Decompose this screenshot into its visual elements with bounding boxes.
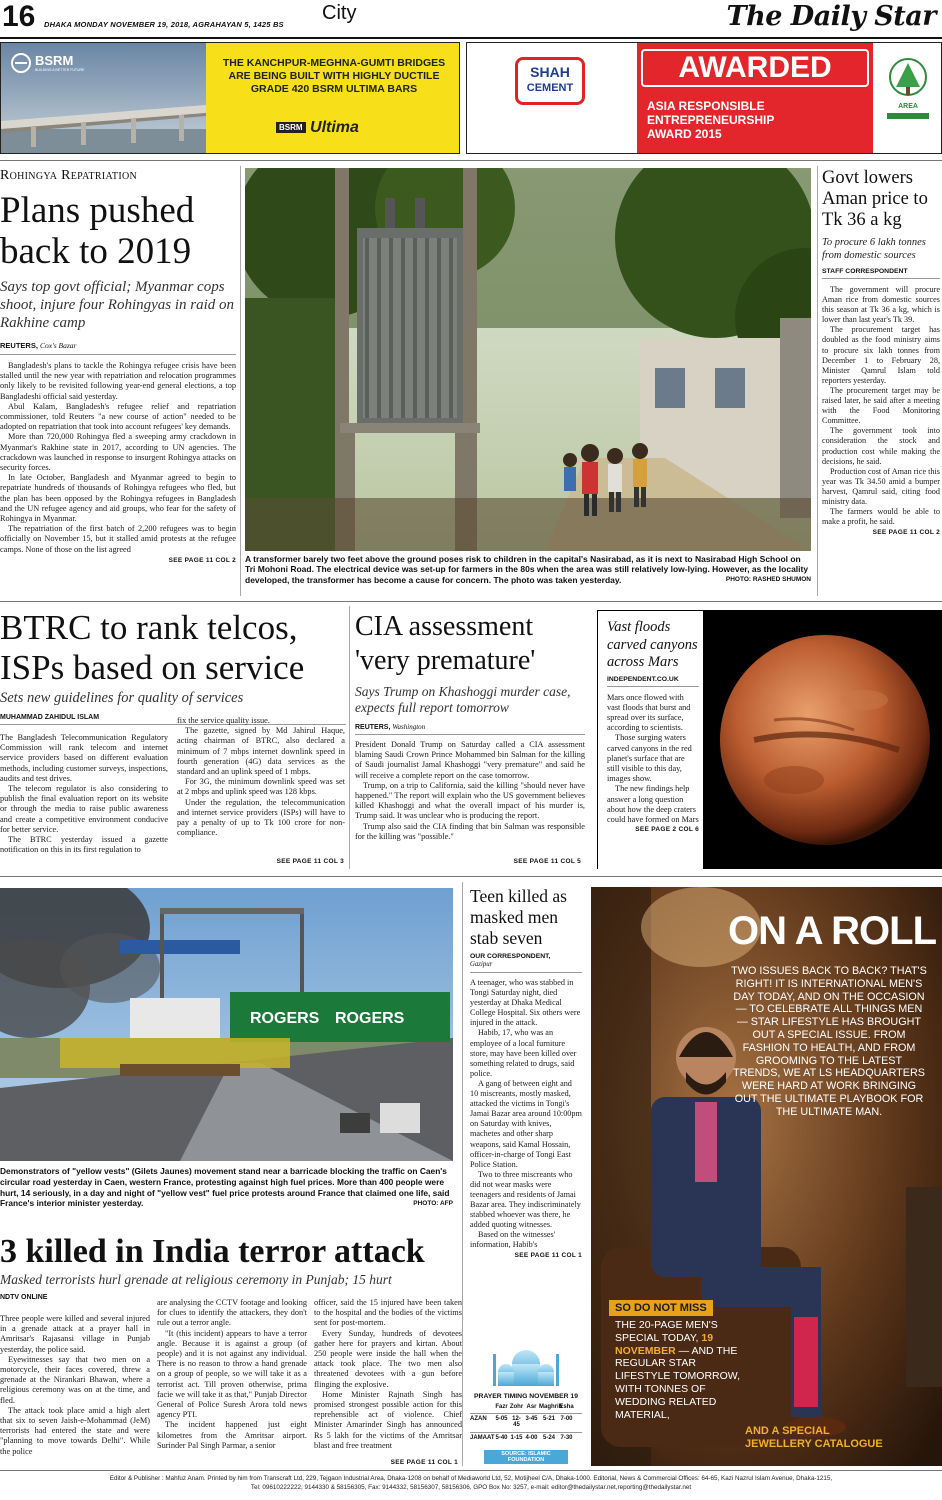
cia-paragraph: President Donald Trump on Saturday called a CIA assessment blaming Saudi Crown Prince Mohammed bin Salman for the killing of Saudi journalist Jamal Khashoggi "very premature" and said he will receive a complete report on the case tomorrow.: [355, 740, 585, 780]
btrc-col-2: [177, 716, 345, 838]
cia-subhead: Says Trump on Khashoggi murder case, expects full report tomorrow: [355, 684, 571, 715]
rohingya-body: [0, 361, 236, 555]
ultima-text: ltima: [321, 119, 359, 136]
rohingya-article: [0, 166, 236, 596]
prayer-time: 5-24: [542, 1435, 555, 1441]
transformer-credit: PHOTO: RASHED SHUMON: [725, 576, 811, 584]
btrc-paragraph: fix the service quality issue.: [177, 716, 270, 725]
prayer-time: 7-00: [560, 1416, 573, 1422]
btrc-article: [0, 608, 346, 870]
teen-continued[interactable]: SEE PAGE 11 COL 1: [514, 1251, 582, 1259]
rohingya-paragraph: Abul Kalam, Bangladesh's refugee relief and repatriation commissioner, told Reuters "a new course of action" needed to be adopted on repatriation that took into account refugees' key demands.: [0, 401, 236, 432]
mars-continued[interactable]: SEE PAGE 2 COL 6: [635, 826, 699, 834]
india-headline: 3 killed in India terror attack: [0, 1233, 425, 1270]
tree-icon: [888, 57, 928, 101]
prayer-header: Asr: [526, 1404, 537, 1410]
shah-cement-ad[interactable]: [466, 42, 942, 154]
teen-byline-place: Gazipur: [470, 961, 493, 968]
awarded-text: AWARDED: [641, 49, 869, 87]
jewellery-callout: AND A SPECIAL JEWELLERY CATALOGUE: [745, 1425, 883, 1450]
rohingya-byline-place: Cox's Bazar: [40, 341, 77, 350]
cia-article: [355, 610, 585, 870]
rohingya-paragraph: More than 720,000 Rohingya fled a sweeping army crackdown in Myanmar's Rakhine state in 2017, according to UN agencies. The crackdown was launched in response to insurgent Rohingya attacks on security forces.: [0, 432, 236, 473]
btrc-continued[interactable]: SEE PAGE 11 COL 3: [276, 858, 344, 865]
section-name: City: [322, 2, 357, 24]
transformer-photo: [245, 168, 811, 551]
prayer-header: Esha: [559, 1404, 574, 1410]
btrc-paragraph: For 3G, the minimum downlink speed was set at 2 mbps and uplink speed was 128 kbps.: [177, 777, 345, 797]
mosque-icon: [491, 1340, 561, 1390]
india-paragraph: Home Minister Rajnath Singh has promised strongest possible action for this reprehensible act of violence. Chief Minister Amarinder Singh has announced Rs 5 lakh for the victims of the Amritsar blast and free treatment: [314, 1389, 462, 1450]
aman-paragraph: The procurement target has doubled as the food ministry aims to procure six lakh tonnes from December 1 to February 28, Minister Qamrul Islam told reporters yesterday.: [822, 325, 940, 385]
mars-box: [597, 610, 942, 869]
india-byline: NDTV ONLINE: [0, 1294, 48, 1301]
india-subhead: Masked terrorists hurl grenade at religious ceremony in Punjab; 15 hurt: [0, 1272, 392, 1287]
teen-paragraph: A teenager, who was stabbed in Tongi Saturday night, died yesterday at Dhaka Medical College Hospital. Six others were injured in the attack.: [470, 978, 581, 1028]
aman-continued[interactable]: SEE PAGE 11 COL 2: [872, 529, 940, 537]
prayer-time: 3-45: [525, 1416, 538, 1422]
prayer-header: Maghrib: [539, 1404, 563, 1410]
rohingya-byline: REUTERS,: [0, 341, 38, 350]
cia-paragraph: Trump also said the CIA finding that bin Salman was responsible for the killing was "possible.": [355, 821, 585, 841]
india-col-3: [314, 1298, 462, 1451]
masthead: [0, 0, 942, 40]
btrc-subhead: Sets new guidelines for quality of services: [0, 690, 244, 706]
india-col-1: [0, 1314, 150, 1457]
rohingya-paragraph: In late October, Bangladesh and Myanmar agreed to begin to repatriate hundreds of thousands of Rohingya refugees who fled, but the plan has been opposed by the Rohingya refugees in Bangladesh and the UN refugee agency and aid groups, who fear for the safety of Rohingya in Myanmar.: [0, 473, 236, 524]
btrc-paragraph: Under the regulation, the telecommunication and internet service providers (ISPs) will have to pay a penalty of up to Tk 100 crore for non-compliance.: [177, 797, 345, 838]
aman-article: [822, 168, 940, 598]
aman-paragraph: The government took into consideration the stock and production cost while making the decisions, he said.: [822, 426, 940, 466]
btrc-byline: MUHAMMAD ZAHIDUL ISLAM: [0, 714, 100, 721]
miss-post: — AND THE REGULAR STAR LIFESTYLE TOMORROW, WITH TONNES OF WEDDING RELATED MATERIAL,: [615, 1344, 741, 1421]
area-award-badge: [873, 43, 942, 154]
cia-continued[interactable]: SEE PAGE 11 COL 5: [513, 858, 581, 865]
prayer-time: 5-40: [495, 1435, 508, 1441]
rohingya-paragraph: Bangladesh's plans to tackle the Rohingya refugee crisis have been stalled until the new year with repatriation and relocation programmes only likely to be revisited following year-end general elections, a top Bangladeshi official said yesterday.: [0, 361, 236, 401]
miss-date: 19 NOVEMBER: [615, 1331, 714, 1357]
shah-logo-line2: CEMENT: [526, 82, 574, 94]
aman-paragraph: The procurement target may be raised later, he said after a meeting with the Food Monitoring Committee.: [822, 385, 940, 426]
transformer-caption-block: [245, 554, 811, 583]
footer-line-2: Tel: 09610222222, 9144330 & 58156305, Fax: 9144332, 58156307, 58156306, GPO Box No: 3257, e-mail: editor@thedailystar.net,reporting@thedailystar.net: [250, 1484, 692, 1491]
page-number: 16: [2, 0, 36, 33]
france-caption-block: [0, 1166, 453, 1207]
india-article: [0, 1232, 462, 1466]
badge-ribbon: [887, 113, 929, 119]
rohingya-headline: Plans pushed back to 2019: [0, 190, 195, 272]
cia-headline: CIA assessment 'very premature': [355, 611, 536, 676]
mars-byline: INDEPENDENT.CO.UK: [607, 675, 679, 683]
india-continued[interactable]: SEE PAGE 11 COL 1: [390, 1459, 458, 1466]
area-badge-text: AREA: [898, 103, 918, 110]
aman-paragraph: Production cost of Aman rice this year was Tk 34.50 amid a bumper harvest, Qamrul said, citing food ministry data.: [822, 466, 940, 506]
india-paragraph: Eyewitnesses say that two men on a motorcycle, their faces covered, threw a grenade at the Nirankari Bhawan, where a religious ceremony was on at the time, and fled.: [0, 1354, 150, 1405]
teen-article: [470, 886, 582, 1326]
prayer-source: SOURCE: ISLAMIC FOUNDATION: [484, 1450, 568, 1464]
teen-paragraph: Two to three miscreants who did not wear masks were teenagers and residents of Jamai Bazar area. They indiscriminately stabbed whoever was there, he added quoting witnesses.: [470, 1169, 581, 1230]
bsrm-product-logo: [276, 119, 396, 139]
bsrm-logo: [11, 51, 91, 77]
aman-subhead: To procure 6 lakh tonnes from domestic sources: [822, 237, 926, 261]
bsrm-brand: BSRM: [35, 53, 74, 68]
aman-paragraph: The government will procure Aman rice from domestic sources this season at Tk 36 a kg, which is lower than last year's Tk 39.: [822, 285, 940, 325]
miss-details: [615, 1319, 743, 1421]
aman-headline: Govt lowers Aman price to Tk 36 a kg: [822, 168, 928, 230]
mars-headline: Vast floods carved canyons across Mars: [607, 619, 698, 670]
rohingya-continued[interactable]: SEE PAGE 11 COL 2: [168, 556, 236, 564]
bsrm-ad[interactable]: [0, 42, 460, 154]
mars-body: [607, 693, 699, 826]
bsrm-headline: THE KANCHPUR-MEGHNA-GUMTI BRIDGES ARE BEING BUILT WITH HIGHLY DUCTILE GRADE 420 BSRM ULTIMA BARS: [222, 57, 446, 95]
award-text: ASIA RESPONSIBLE ENTREPRENEURSHIP AWARD 2015: [647, 99, 775, 141]
cia-byline: REUTERS,: [355, 724, 391, 731]
on-a-roll-headline: ON A ROLL: [727, 909, 936, 953]
rohingya-kicker: Rohingya Repatriation: [0, 168, 137, 183]
mars-planet-image: [714, 620, 936, 860]
prayer-header: Fazr: [495, 1404, 508, 1410]
prayer-time: 7-30: [560, 1435, 573, 1441]
india-paragraph: are analysing the CCTV footage and looking for clues to identify the attackers, they don't rule out a terror angle.: [157, 1298, 307, 1328]
bsrm-small-brand: BSRM: [276, 122, 306, 133]
india-paragraph: officer, said the 15 injured have been taken to the hospital and the bodies of the victims sent for post-mortem.: [314, 1298, 462, 1328]
btrc-col-1: [0, 733, 168, 855]
teen-paragraph: Based on the witnesses' information, Habib's: [470, 1230, 556, 1250]
shah-logo-line1: SHAH: [530, 64, 570, 80]
btrc-paragraph: The Bangladesh Telecommunication Regulatory Commission will rank telecom and internet service providers based on different evaluation methods, including customer surveys, inspections, audits and test drives.: [0, 733, 168, 783]
cia-body: [355, 740, 585, 842]
footer-line-1: Editor & Publisher : Mahfuz Anam. Printed by him from Transcraft Ltd, 229, Tejgaon Industrial Area, Dhaka-1208 on behalf of Mediaworld Ltd, 52, Motijheel C/A, Dhaka-1000. Editorial, News & Commercial Offices: 64-65, Kazi Nazrul Islam Avenue, Dhaka-1215,: [109, 1475, 833, 1482]
transformer-caption: A transformer barely two feet above the ground poses risk to children in the capital's Nasirabad, as it is next to Nasirabad High School on Tri Mohoni Road. The electrical device was set-up for farmers in the 80s when the area was still relatively low-lying. However, as the locality developed, the transformer has become a cause for concern. The photo was taken yesterday.: [245, 554, 809, 585]
on-a-roll-body: TWO ISSUES BACK TO BACK? THAT'S RIGHT! IT IS INTERNATIONAL MEN'S DAY TODAY, AND ON THE OCCASION — TO CELEBRATE ALL THINGS MEN — STAR LIFESTYLE HAS BROUGHT OUT A SPECIAL ISSUE. FROM FASHION TO HEALTH, AND FROM GROOMING TO THE LATEST TRENDS, WE AT LS HEADQUARTERS WERE HARD AT WORK BRINGING OUT THE ULTIMATE PLAYBOOK FOR THE ULTIMATE MAN.: [731, 965, 927, 1118]
rohingya-paragraph: The repatriation of the first batch of 2,200 refugees was to begin officially on November 15, but it stalled amid protests at the refugee camps. None of those on the list agreed: [0, 524, 236, 554]
miss-pre: THE 20-PAGE MEN'S SPECIAL TODAY,: [615, 1319, 718, 1344]
paper-name-logo: The Daily Star: [726, 1, 936, 32]
footer: [0, 1474, 942, 1492]
btrc-paragraph: The telecom regulator is also considering to publish the final evaluation report on its website or through the media to raise public awareness and create a competitive environment conducive for better service.: [0, 784, 168, 834]
india-paragraph: Every Sunday, hundreds of devotees gather here for prayers and kirtan. About 250 people were inside the hall when the attack took place. The two men also threatened devotees with a gun before flinging the explosive.: [314, 1328, 462, 1389]
so-do-not-miss-label: SO DO NOT MISS: [609, 1300, 713, 1316]
india-paragraph: Three people were killed and several injured in a grenade attack at a prayer hall in Amritsar's Rajasansi village in Punjab yesterday, the police said.: [0, 1314, 150, 1354]
bsrm-yellow-panel: [206, 43, 460, 154]
cia-paragraph: Trump, on a trip to California, said the killing "should never have happened." The report will explain who the US government believes killed Khashoggi and what the overall impact of his murder is, Trump said. It was unclear who is producing the report.: [355, 780, 585, 821]
mars-paragraph: Mars once flowed with vast floods that burst and spread over its surface, according to scientists.: [607, 692, 691, 733]
aman-paragraph: The farmers would be able to make a profit, he said.: [822, 507, 940, 527]
india-col-2: [157, 1298, 307, 1451]
truck-text: ROGERS: [250, 1010, 320, 1027]
prayer-title: PRAYER TIMING NOVEMBER 19: [474, 1393, 578, 1400]
btrc-paragraph: The gazette, signed by Md Jahirul Haque, acting chairman of BTRC, also declared a minimum of 7 mbps internet downlink speed in fourth generation (4G) data services as the standard and an uplink speed of 1 mbps.: [177, 726, 345, 777]
prayer-header: Zohr: [509, 1404, 524, 1410]
prayer-time: 4-00: [525, 1435, 538, 1441]
france-caption: Demonstrators of "yellow vests" (Gilets Jaunes) movement stand near a barricade blocking the traffic on Caen's circular road yesterday in Caen, western France, protesting against high fuel prices. More than 400 people were hurt, 14 seriously, in a day and night of "yellow vest" fuel price protests around France that claimed one life, said France's interior minister yesterday.: [0, 1166, 450, 1209]
btrc-headline: BTRC to rank telcos, ISPs based on service: [0, 608, 305, 687]
shah-red-panel: [637, 43, 873, 154]
mars-paragraph: The new findings help answer a long question about how the deep craters could have formed on Mars: [607, 784, 699, 824]
aman-body: [822, 285, 940, 527]
ultima-u: U: [310, 119, 322, 136]
on-a-roll-ad[interactable]: [591, 887, 942, 1466]
shah-logo: [515, 57, 585, 105]
mars-paragraph: Those surging waters carved canyons in the red planet's surface that are still visible to this day, images show.: [607, 733, 692, 784]
bsrm-tagline: BUILDING A BETTER FUTURE: [35, 68, 85, 72]
india-paragraph: The incident happened just eight kilometres from the Amritsar airport. Surinder Pal Singh Parmar, a senior: [157, 1420, 307, 1450]
teen-headline: Teen killed as masked men stab seven: [470, 886, 567, 948]
mars-text-panel: [598, 611, 703, 870]
cia-byline-place: Washington: [392, 723, 426, 731]
india-paragraph: The attack took place amid a high alert that six to seven Jaish-e-Mohammad (JeM) terrorists had entered the state and were "planning to move towards Delhi". While the police: [0, 1405, 150, 1456]
prayer-time: 1-15: [510, 1435, 523, 1441]
btrc-paragraph: The BTRC yesterday issued a gazette notification on this in its first regulation to: [0, 835, 168, 855]
dateline: DHAKA MONDAY NOVEMBER 19, 2018, AGRAHAYAN 5, 1425 BS: [44, 20, 284, 29]
india-paragraph: "It (this incident) appears to have a terror angle. Because it is against a group (of people) and it is not against any individual. There is no reason to throw a hand grenade on a group of people, so we will take it as a terrorist act. Till proven otherwise, prima facie we will take it as that," Punjab Director General of Police Suresh Arora told news agency PTI.: [157, 1328, 307, 1420]
teen-paragraph: Habib, 17, who was an employee of a local furniture store, may have been killed over something related to drugs, said police.: [470, 1028, 577, 1078]
bsrm-logo-icon: [11, 53, 31, 73]
teen-byline: OUR CORRESPONDENT,: [470, 953, 551, 960]
france-photo: [0, 888, 453, 1161]
aman-byline: STAFF CORRESPONDENT: [822, 268, 908, 275]
teen-body: [470, 978, 582, 1251]
prayer-timing-box: [470, 1340, 582, 1464]
prayer-table: [470, 1404, 582, 1441]
france-credit: PHOTO: AFP: [413, 1200, 453, 1208]
transformer-photo-image: [245, 168, 811, 551]
prayer-time: 12-45: [512, 1416, 521, 1428]
prayer-time: 5-21: [542, 1416, 555, 1422]
teen-paragraph: A gang of between eight and 10 miscreants, mostly masked, attacked the victims in Tongi's Jamai Bazar area around 10:00pm on Saturday with knives, machetes and other sharp weapons, said Kamal Hossain, officer-in-charge of Tongi East Police Station.: [470, 1078, 582, 1169]
prayer-time: 5-05: [495, 1416, 508, 1422]
prayer-row-label: AZAN: [470, 1416, 487, 1422]
truck-text-2: ROGERS: [335, 1010, 405, 1027]
prayer-row-label: JAMAAT: [470, 1435, 495, 1441]
france-photo-image: [0, 888, 453, 1161]
rohingya-subhead: Says top govt official; Myanmar cops shoot, injure four Rohingyas in raid on Rakhine camp: [0, 279, 235, 331]
